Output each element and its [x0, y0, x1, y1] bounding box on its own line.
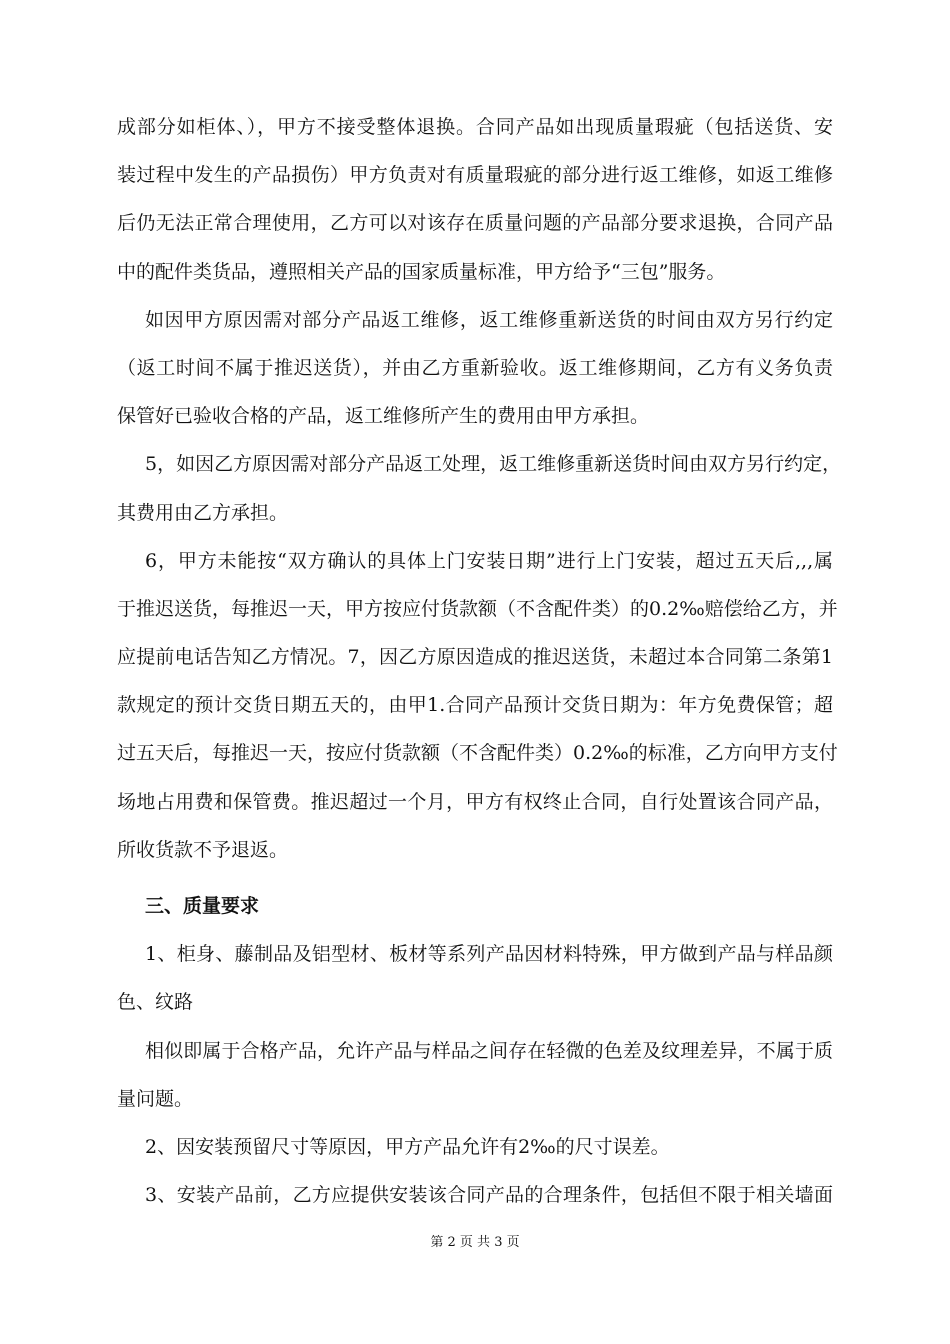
text-line: 应提前电话告知乙方情况。7，因乙方原因造成的推迟送货，未超过本合同第二条第1 [117, 646, 833, 669]
text-line: 场地占用费和保管费。推迟超过一个月，甲方有权终止合同，自行处置该合同产品， [117, 790, 833, 813]
page-footer: 第 2 页 共 3 页 [430, 1235, 520, 1250]
text-line: 款规定的预计交货日期五天的，由甲1.合同产品预计交货日期为：年方免费保管；超 [117, 694, 833, 717]
paragraph [117, 296, 833, 441]
paragraph [117, 440, 842, 536]
paragraph [117, 1027, 833, 1123]
paragraph [117, 1123, 833, 1171]
text-line: 其费用由乙方承担。 [117, 501, 289, 524]
text-line: 保管好已验收合格的产品，返工维修所产生的费用由甲方承担。 [117, 405, 650, 428]
text-line: 装过程中发生的产品损伤）甲方负责对有质量瑕疵的部分进行返工维修，如返工维修 [117, 164, 833, 187]
text-line: 色、纹路 [117, 991, 194, 1014]
text-line: 5，如因乙方原因需对部分产品返工处理，返工维修重新送货时间由双方另行约定， [145, 453, 842, 476]
text-line: 后仍无法正常合理使用，乙方可以对该存在质量问题的产品部分要求退换，合同产品 [117, 212, 833, 235]
text-line: 量问题。 [117, 1087, 194, 1110]
text-line: 2、因安装预留尺寸等原因，甲方产品允许有2‰的尺寸误差。 [145, 1135, 670, 1158]
text-line: 三、质量要求 [145, 895, 260, 917]
text-line: 所收货款不予退返。 [117, 838, 289, 861]
paragraph [117, 103, 833, 296]
text-line: 于推迟送货，每推迟一天，甲方按应付货款额（不含配件类）的0.2‰赔偿给乙方，并 [117, 597, 838, 620]
paragraph [117, 1171, 833, 1219]
text-line: 3、安装产品前，乙方应提供安装该合同产品的合理条件，包括但不限于相关墙面 [145, 1184, 833, 1207]
text-line: 1、柜身、藤制品及铝型材、板材等系列产品因材料特殊，甲方做到产品与样品颜 [145, 943, 833, 966]
text-line: 相似即属于合格产品，允许产品与样品之间存在轻微的色差及纹理差异，不属于质 [145, 1039, 833, 1062]
text-line: 中的配件类货品，遵照相关产品的国家质量标准，甲方给予“三包”服务。 [117, 260, 726, 283]
paragraph [117, 537, 838, 874]
paragraph [117, 930, 833, 1026]
text-line: 成部分如柜体、），甲方不接受整体退换。合同产品如出现质量瑕疵（包括送货、安 [117, 116, 833, 138]
section-heading [117, 882, 833, 930]
document-body [117, 103, 842, 1219]
text-line: 6，甲方未能按“双方确认的具体上门安装日期”进行上门安装，超过五天后,,,属 [145, 549, 833, 572]
text-line: 如因甲方原因需对部分产品返工维修，返工维修重新送货的时间由双方另行约定 [145, 308, 833, 331]
text-line: （返工时间不属于推迟送货），并由乙方重新验收。返工维修期间，乙方有义务负责 [117, 356, 833, 379]
text-line: 过五天后，每推迟一天，按应付货款额（不含配件类）0.2‰的标准，乙方向甲方支付 [117, 742, 838, 765]
